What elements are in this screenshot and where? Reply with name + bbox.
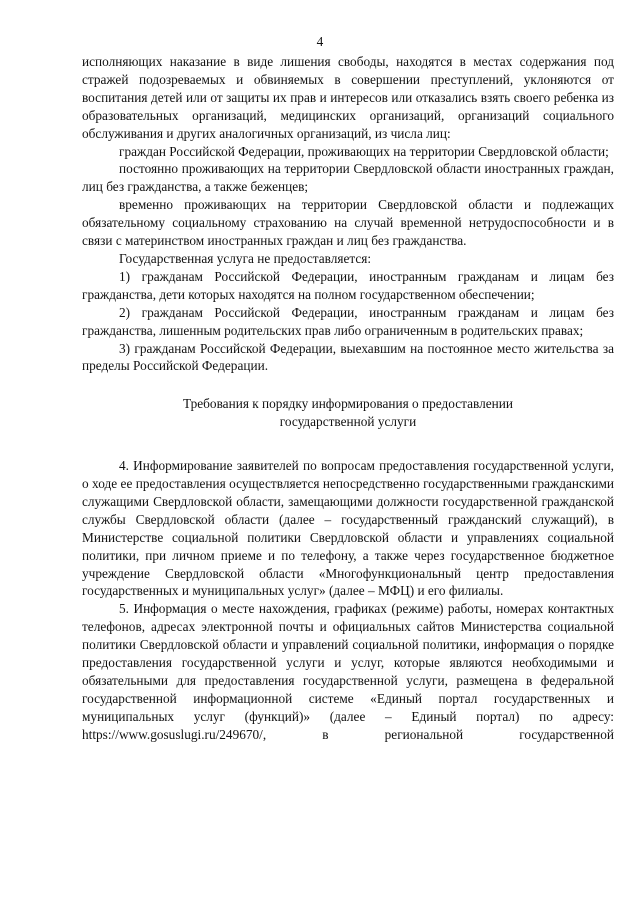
document-body xyxy=(82,53,614,744)
section-heading-line-1: Требования к порядку информирования о предоставлении xyxy=(183,396,513,412)
paragraph-item-4: 4. Информирование заявителей по вопросам предоставления государственной услуги, о ходе ее предоставления осуществляется непосредственно государственными гражданскими служащими Свердловской области, замещающими должности государственной гражданской службы Свердловской области (далее – государственный гражданский служащий), в Министерстве социальной политики Свердловской области и управлениях социальной политики, при личном приеме и по телефону, а также через государственное бюджетное учреждение Свердловской области «Многофункциональный центр предоставления государственных и муниципальных услуг» (далее – МФЦ) и его филиалы. xyxy=(82,458,614,599)
list-item-exclusion-1: 1) гражданам Российской Федерации, иностранным гражданам и лицам без гражданства, дети которых находятся на полном государственном обеспечении; xyxy=(82,268,614,302)
list-item-exclusion-2: 2) гражданам Российской Федерации, иностранным гражданам и лицам без гражданства, лишенным родительских прав либо ограниченным в родительских правах; xyxy=(82,304,614,338)
page-number: 4 xyxy=(316,34,324,49)
paragraph-item-5: 5. Информация о месте нахождения, графиках (режиме) работы, номерах контактных телефонов, адресах электронной почты и официальных сайтов Министерства социальной политики Свердловской области и управлений социальной политики, информация о порядке предоставления государственной услуги и услуг, которые являются необходимыми и обязательными для предоставления государственной услуги, размещена в федеральной государственной информационной системе «Единый портал государственных и муниципальных услуг (функций)» (далее – Единый портал) по адресу: https://www.gosuslugi.ru/249670/, в региональной государственной xyxy=(82,601,614,742)
paragraph-not-provided: Государственная услуга не предоставляется: xyxy=(119,250,372,266)
list-item-temporary-residents: временно проживающих на территории Свердловской области и подлежащих обязательному социальному страхованию на случай временной нетрудоспособности и в связи с материнством иностранных граждан и лиц без гражданства. xyxy=(82,197,614,249)
list-item-exclusion-3: 3) гражданам Российской Федерации, выехавшим на постоянное место жительства за пределы Российской Федерации. xyxy=(82,340,614,374)
list-item-citizens-rf: граждан Российской Федерации, проживающих на территории Свердловской области; xyxy=(119,143,609,159)
paragraph-continuation: исполняющих наказание в виде лишения свободы, находятся в местах содержания под стражей подозреваемых и обвиняемых в совершении преступлений, уклоняются от воспитания детей или от защиты их прав и интересов или отказались взять своего ребенка из образовательных организаций, медицинских организаций, организаций социального обслуживания и других аналогичных организаций, из числа лиц: xyxy=(82,54,614,141)
list-item-permanent-residents: постоянно проживающих на территории Свердловской области иностранных граждан, лиц без гражданства, а также беженцев; xyxy=(82,161,614,195)
section-heading-line-2: государственной услуги xyxy=(279,414,417,430)
